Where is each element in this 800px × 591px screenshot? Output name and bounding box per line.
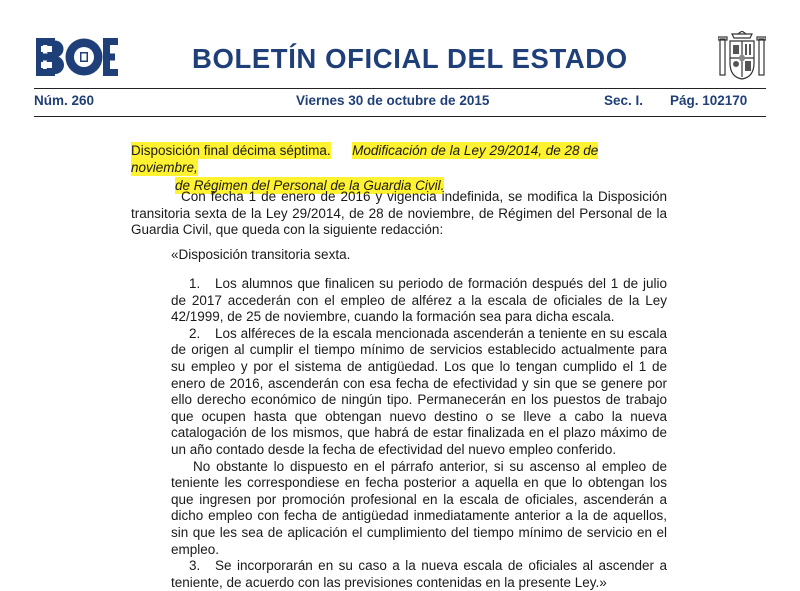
disposition-title xyxy=(131,143,667,195)
issue-date: Viernes 30 de octubre de 2015 xyxy=(296,93,490,108)
boe-logo-graphic xyxy=(36,38,118,76)
clause-2b: No obstante lo dispuesto en el párrafo anterior, si su ascenso al empleo de teniente les correspondiese en fecha posterior a aquella en que lo obtengan los que ingresen por promoción profesional en la escala de oficiales, ascenderán a dicho empleo con fecha de antigüedad inmediatamente anterior a la de aquellos, sin que les sea de aplicación el cumplimiento del tiempo mínimo de servicio en el empleo. xyxy=(171,458,667,557)
disposition-heading-line-1: Modificación de la Ley 29/2014, de 28 de noviembre, xyxy=(131,143,599,175)
clauses xyxy=(171,276,667,591)
disposition-label: Disposición final décima séptima. xyxy=(131,143,331,158)
intro-text: Con fecha 1 de enero de 2016 y vigencia indefinida, se modifica la Disposición transitoria sexta de la Ley 29/2014, de 28 de noviembre, de Régimen del Personal de la Guardia Civil, que queda con la siguiente redacción: xyxy=(131,189,667,238)
clause-3-number: 3. xyxy=(189,558,201,574)
gazette-title: BOLETÍN OFICIAL DEL ESTADO xyxy=(192,43,628,74)
quoted-heading: «Disposición transitoria sexta. xyxy=(171,247,351,262)
clause-2 xyxy=(171,326,667,459)
clause-2-number: 2. xyxy=(189,325,201,341)
page-number: Pág. 102170 xyxy=(670,93,748,108)
clause-3 xyxy=(171,558,667,591)
clause-3-text: Se incorporarán en su caso a la nueva escala de oficiales al ascender a teniente, de acuerdo con las previsiones contenidas en la presente Ley.» xyxy=(171,558,667,590)
coat-of-arms-icon xyxy=(718,31,766,86)
clause-1-number: 1. xyxy=(189,276,201,291)
clause-1-text: Los alumnos que finalicen su periodo de formación después del 1 de julio de 2017 accederán con el empleo de alférez a la escala de oficiales de la Ley 42/1999, de 25 de noviembre, cuando la formación sea para dicha escala. xyxy=(171,276,667,325)
clause-1 xyxy=(171,276,667,326)
intro-paragraph xyxy=(131,189,667,239)
issue-number: Núm. 260 xyxy=(34,93,95,108)
clause-2-text: Los alféreces de la escala mencionada ascenderán a teniente en su escala de origen al cumplir el tiempo mínimo de servicios establecido actualmente para su empleo y por el sistema de antigüedad. Los que lo tengan cumplido el 1 de enero de 2016, ascenderán con esa fecha de efectividad y sin que se genere por ello derecho económico de ningún tipo. Permanecerán en los puestos de trabajo que ocupen hasta que obtengan nuevo destino o se lleve a cabo la nueva catalogación de los mismos, que habrá de estar finalizada en el plazo máximo de un año contado desde la fecha de efectividad del nuevo empleo conferido. xyxy=(171,325,667,457)
header-rule-top xyxy=(34,88,766,89)
disposition-heading-line-2: de Régimen del Personal de la Guardia Civil. xyxy=(175,178,445,194)
header-rule-bottom xyxy=(34,116,766,117)
boe-logo xyxy=(36,38,118,81)
section-label: Sec. I. xyxy=(604,93,644,108)
